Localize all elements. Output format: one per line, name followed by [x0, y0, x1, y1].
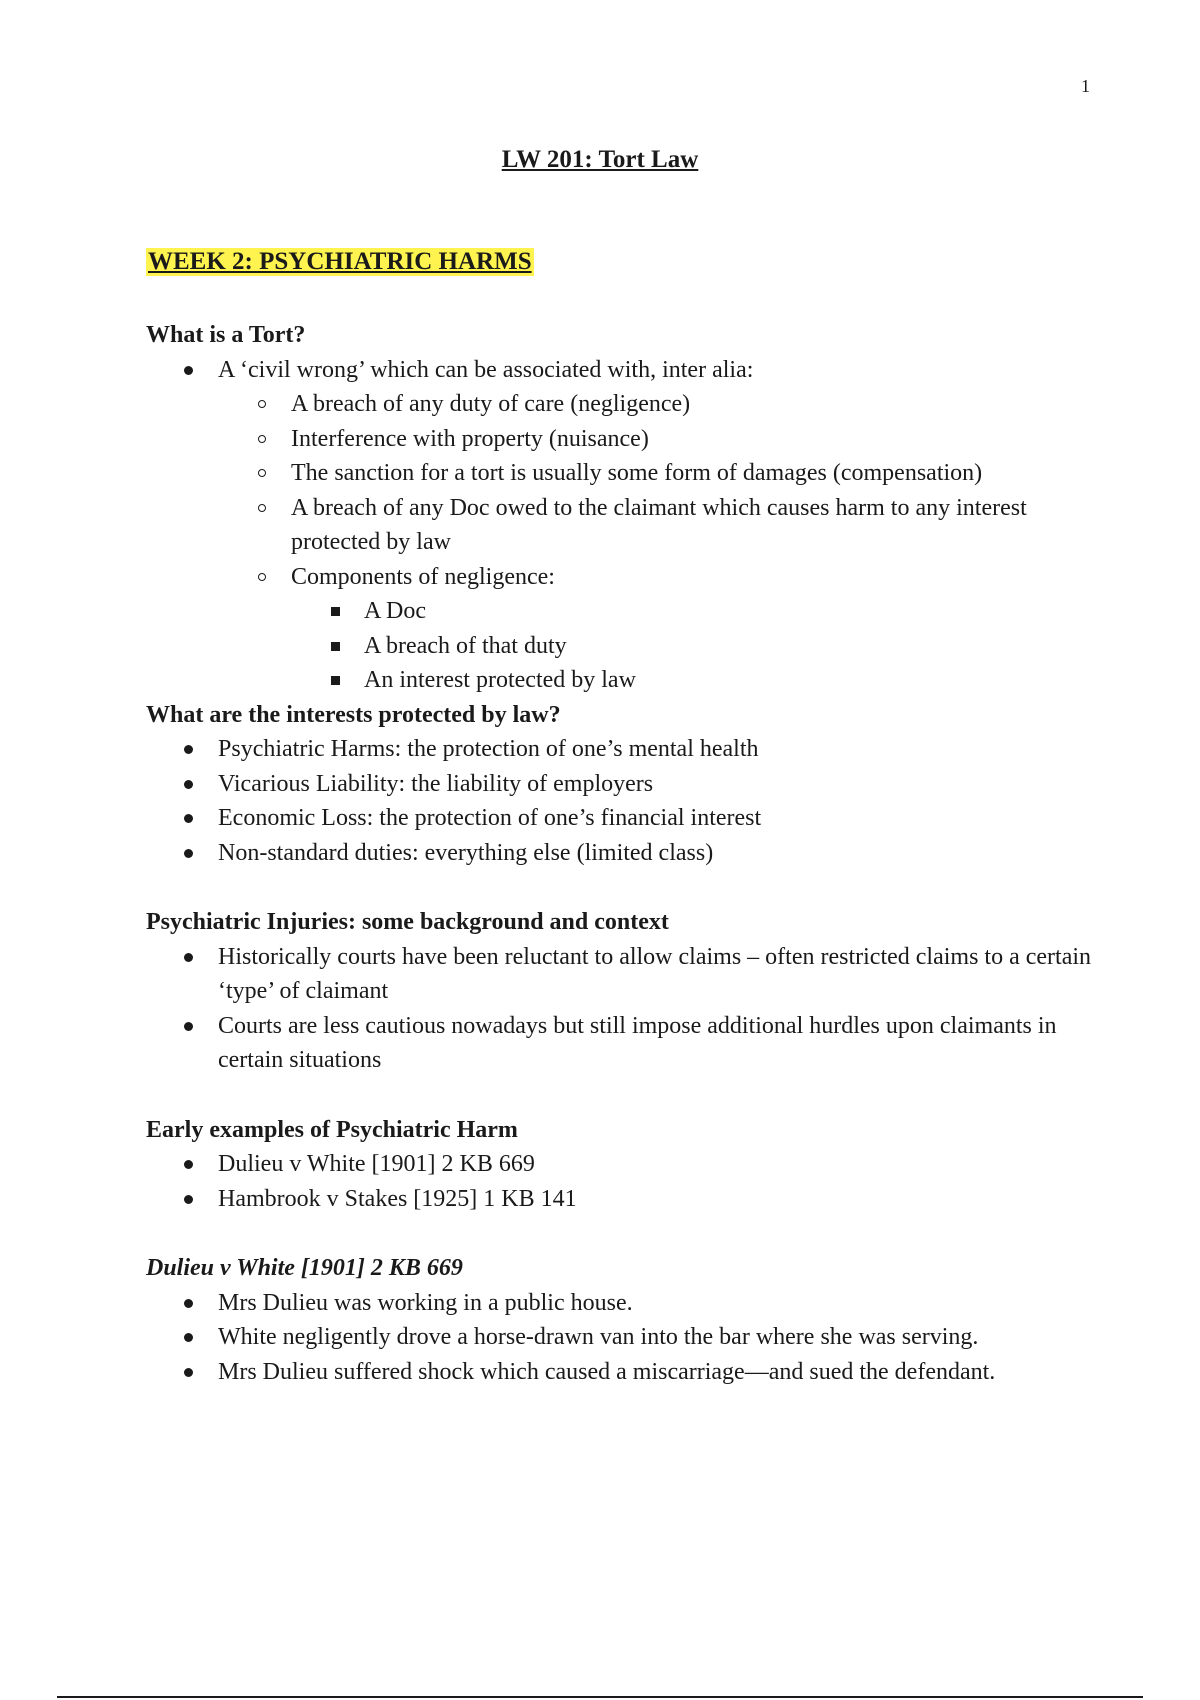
list-item: A breach of any Doc owed to the claimant which causes harm to any interest protected by law: [218, 491, 1096, 560]
list-item-text: Components of negligence:: [291, 563, 555, 590]
list-item: A Doc: [291, 594, 1096, 629]
dulieu-list: [146, 1286, 1096, 1390]
list-item: Hambrook v Stakes [1925] 1 KB 141: [146, 1182, 1096, 1217]
section-heading-tort: What is a Tort?: [146, 322, 306, 348]
list-item: Courts are less cautious nowadays but still impose additional hurdles upon claimants in certain situations: [146, 1009, 1096, 1078]
list-item: White negligently drove a horse-drawn van into the bar where she was serving.: [146, 1320, 1096, 1355]
list-item: A breach of that duty: [291, 629, 1096, 664]
list-item: Mrs Dulieu was working in a public house.: [146, 1286, 1096, 1321]
section-heading-background: Psychiatric Injuries: some background and context: [146, 909, 669, 935]
list-item: Interference with property (nuisance): [218, 422, 1096, 457]
list-item: [146, 353, 1096, 698]
section-heading-examples: Early examples of Psychiatric Harm: [146, 1116, 518, 1143]
components-list: [291, 594, 1096, 698]
page-number: 1: [1081, 76, 1090, 96]
tort-sublist: [218, 387, 1096, 698]
interests-list: [146, 732, 1096, 870]
list-item-text: A ‘civil wrong’ which can be associated with, inter alia:: [218, 356, 754, 383]
examples-list: [146, 1147, 1096, 1216]
list-item: [218, 560, 1096, 698]
background-list: [146, 940, 1096, 1078]
footer-rule: [57, 1696, 1143, 1698]
list-item: Economic Loss: the protection of one’s financial interest: [146, 801, 1096, 836]
tort-list: [146, 353, 1096, 698]
list-item: An interest protected by law: [291, 663, 1096, 698]
list-item: Psychiatric Harms: the protection of one’s mental health: [146, 732, 1096, 767]
list-item: The sanction for a tort is usually some form of damages (compensation): [218, 456, 1096, 491]
list-item: Vicarious Liability: the liability of employers: [146, 767, 1096, 802]
list-item: Non-standard duties: everything else (limited class): [146, 836, 1096, 871]
list-item: A breach of any duty of care (negligence): [218, 387, 1096, 422]
document-title: LW 201: Tort Law: [501, 146, 699, 173]
list-item: Dulieu v White [1901] 2 KB 669: [146, 1147, 1096, 1182]
list-item: Mrs Dulieu suffered shock which caused a miscarriage—and sued the defendant.: [146, 1355, 1096, 1390]
week-heading: WEEK 2: PSYCHIATRIC HARMS: [148, 248, 532, 275]
document-body: [146, 318, 1096, 1389]
section-heading-dulieu: Dulieu v White [1901] 2 KB 669: [146, 1255, 463, 1281]
section-heading-interests: What are the interests protected by law?: [146, 701, 561, 728]
list-item: Historically courts have been reluctant to allow claims – often restricted claims to a certain ‘type’ of claimant: [146, 940, 1096, 1009]
